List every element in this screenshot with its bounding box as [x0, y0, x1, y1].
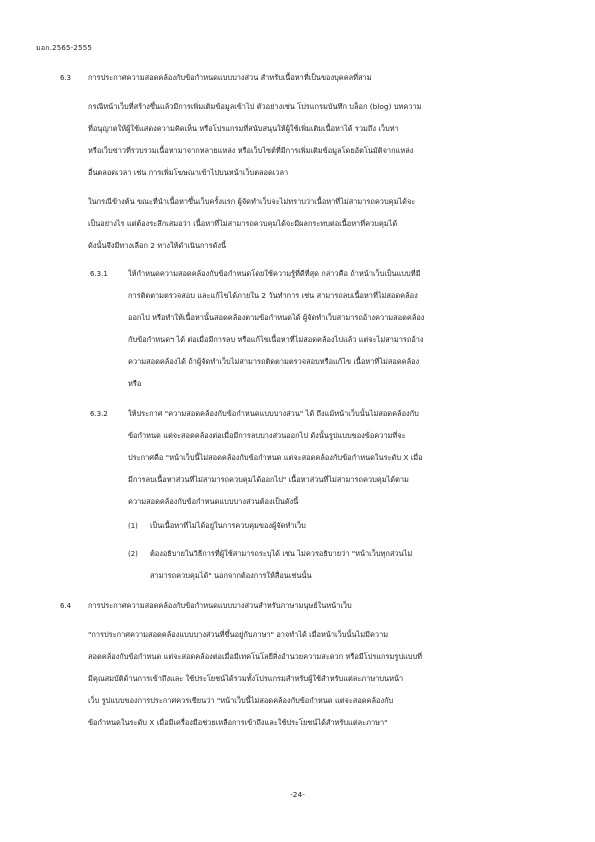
paragraph-line: มีคุณสมบัติด้านการเข้าถึงและ ใช้ประโยชน์ได้รวมทั้งโปรแกรมสำหรับผู้ใช้สำหรับแต่ละภาษาบนหน้า — [88, 674, 404, 683]
paragraph-line: ข้อกำหนด แต่จะสอดคล้องต่อเมื่อมีการลบบางส่วนออกไป ดังนั้นรูปแบบของข้อความที่จะ — [128, 431, 406, 440]
paragraph-line: ออกไป หรือทำให้เนื้อหานั้นสอดคล้องตามข้อกำหนดได้ ผู้จัดทำเว็บสามารถอ้างความสอดคล้อง — [128, 313, 425, 322]
standard-code: มอก.2565-2555 — [36, 44, 93, 52]
list-item: สามารถควบคุมได้" นอกจากต้องการให้สื่อนเช่นนั้น — [150, 571, 312, 580]
list-item: ต้องอธิบายในวิธีการที่ผู้ใช้สามารถระบุได้ เช่น ไม่ควรอธิบายว่า "หน้าเว็บทุกส่วนไม่ — [150, 549, 413, 558]
paragraph-line: ในกรณีข้างต้น ขณะที่นำเนื้อหาขึ้นเว็บครั้งแรก ผู้จัดทำเว็บจะไม่ทราบว่าเนื้อหาที่ไม่สามารถควบคุมได้จะ — [88, 197, 416, 206]
list-item: เป็นเนื้อหาที่ไม่ได้อยู่ในการควบคุมของผู้จัดทำเว็บ — [150, 521, 306, 530]
paragraph-line: อื่นตลอดเวลา เช่น การเพิ่มโฆษณาเข้าไปบนหน้าเว็บตลอดเวลา — [88, 168, 289, 177]
list-marker: (1) — [128, 522, 138, 530]
paragraph-line: "การประกาศความสอดคล้องแบบบางส่วนที่ขึ้นอยู่กับภาษา" อาจทำได้ เมื่อหน้าเว็บนั้นไม่มีความ — [88, 630, 389, 639]
list-marker: (2) — [128, 550, 138, 558]
paragraph-line: ข้อกำหนดในระดับ X เมื่อมีเครื่องมือช่วยเหลือการเข้าถึงและใช้ประโยชน์ได้สำหรับแต่ละภาษา" — [88, 718, 388, 727]
paragraph-line: ประกาศคือ "หน้าเว็บนี้ไม่สอดคล้องกับข้อกำหนด แต่จะสอดคล้องกับข้อกำหนดในระดับ X เมื่อ — [128, 453, 423, 462]
paragraph-line: ที่อนุญาตให้ผู้ใช้แสดงความคิดเห็น หรือโปรแกรมที่สนับสนุนให้ผู้ใช้เพิ่มเติมเนื้อหาได้ รวมถึง เว็บท่า — [88, 124, 399, 133]
subsection-number: 6.3.2 — [90, 410, 108, 418]
section-number: 6.4 — [60, 602, 72, 610]
subsection-number: 6.3.1 — [90, 270, 108, 278]
page-number: -24- — [290, 790, 305, 799]
paragraph-line: สอดคล้องกับข้อกำหนด แต่จะสอดคล้องต่อเมื่อมีเทคโนโลยีสิ่งอำนวยความสะดวก หรือมีโปรแกรมรูปแบบที่ — [88, 652, 423, 661]
section-title: การประกาศความสอดคล้องกับข้อกำหนดแบบบางส่วนสำหรับภาษามนุษย์ในหน้าเว็บ — [88, 601, 352, 610]
paragraph-line: มีการลบเนื้อหาส่วนที่ไม่สามารถควบคุมได้ออกไป" เนื้อหาส่วนที่ไม่สามารถควบคุมได้ตาม — [128, 475, 409, 484]
paragraph-line: ความสอดคล้องกับข้อกำหนดแบบบางส่วนต้องเป็นดังนี้ — [128, 497, 299, 506]
section-number: 6.3 — [60, 74, 72, 82]
paragraph-line: ให้กำหนดความสอดคล้องกับข้อกำหนดโดยใช้ความรู้ที่ดีที่สุด กล่าวคือ ถ้าหน้าเว็บเป็นแบบที่มี — [128, 269, 421, 278]
paragraph-line: หรือเว็บข่าวที่รวบรวมเนื้อหามาจากหลายแหล่ง หรือเว็บไซต์ที่มีการเพิ่มเติมข้อมูลโดยอัตโนมัติจากแหล่ง — [88, 146, 414, 155]
paragraph-line: การติดตามตรวจสอบ และแก้ไขได้ภายใน 2 วันทำการ เช่น สามารถลบเนื้อหาที่ไม่สอดคล้อง — [128, 291, 418, 300]
or-connector: หรือ — [128, 379, 142, 388]
paragraph-line: เป็นอย่างไร แต่ต้องระลึกเสมอว่า เนื้อหาที่ไม่สามารถควบคุมได้จะมีผลกระทบต่อเนื้อหาที่ควบคุมได้ — [88, 219, 398, 228]
paragraph-line: ดังนั้นจึงมีทางเลือก 2 ทางให้ดำเนินการดังนี้ — [88, 241, 227, 250]
paragraph-line: ให้ประกาศ "ความสอดคล้องกับข้อกำหนดแบบบางส่วน" ได้ ถึงแม้หน้าเว็บนั้นไม่สอดคล้องกับ — [128, 409, 419, 418]
paragraph-line: กับข้อกำหนดฯ ได้ ต่อเมื่อมีการลบ หรือแก้ไขเนื้อหาที่ไม่สอดคล้องไปแล้ว แต่จะไม่สามารถอ้าง — [128, 335, 424, 344]
section-title: การประกาศความสอดคล้องกับข้อกำหนดแบบบางส่วน สำหรับเนื้อหาที่เป็นของบุคคลที่สาม — [88, 73, 372, 82]
paragraph-line: ความสอดคล้องได้ ถ้าผู้จัดทำเว็บไม่สามารถติดตามตรวจสอบหรือแก้ไข เนื้อหาที่ไม่สอดคล้อง — [128, 357, 420, 366]
paragraph-line: กรณีหน้าเว็บที่สร้างขึ้นแล้วมีการเพิ่มเติมข้อมูลเข้าไป ตัวอย่างเช่น โปรแกรมบันทึก บล็อก (blog) บทความ — [88, 102, 422, 111]
paragraph-line: เว็บ รูปแบบของการประกาศควรเขียนว่า "หน้าเว็บนี้ไม่สอดคล้องกับข้อกำหนด แต่จะสอดคล้องกับ — [88, 696, 394, 705]
